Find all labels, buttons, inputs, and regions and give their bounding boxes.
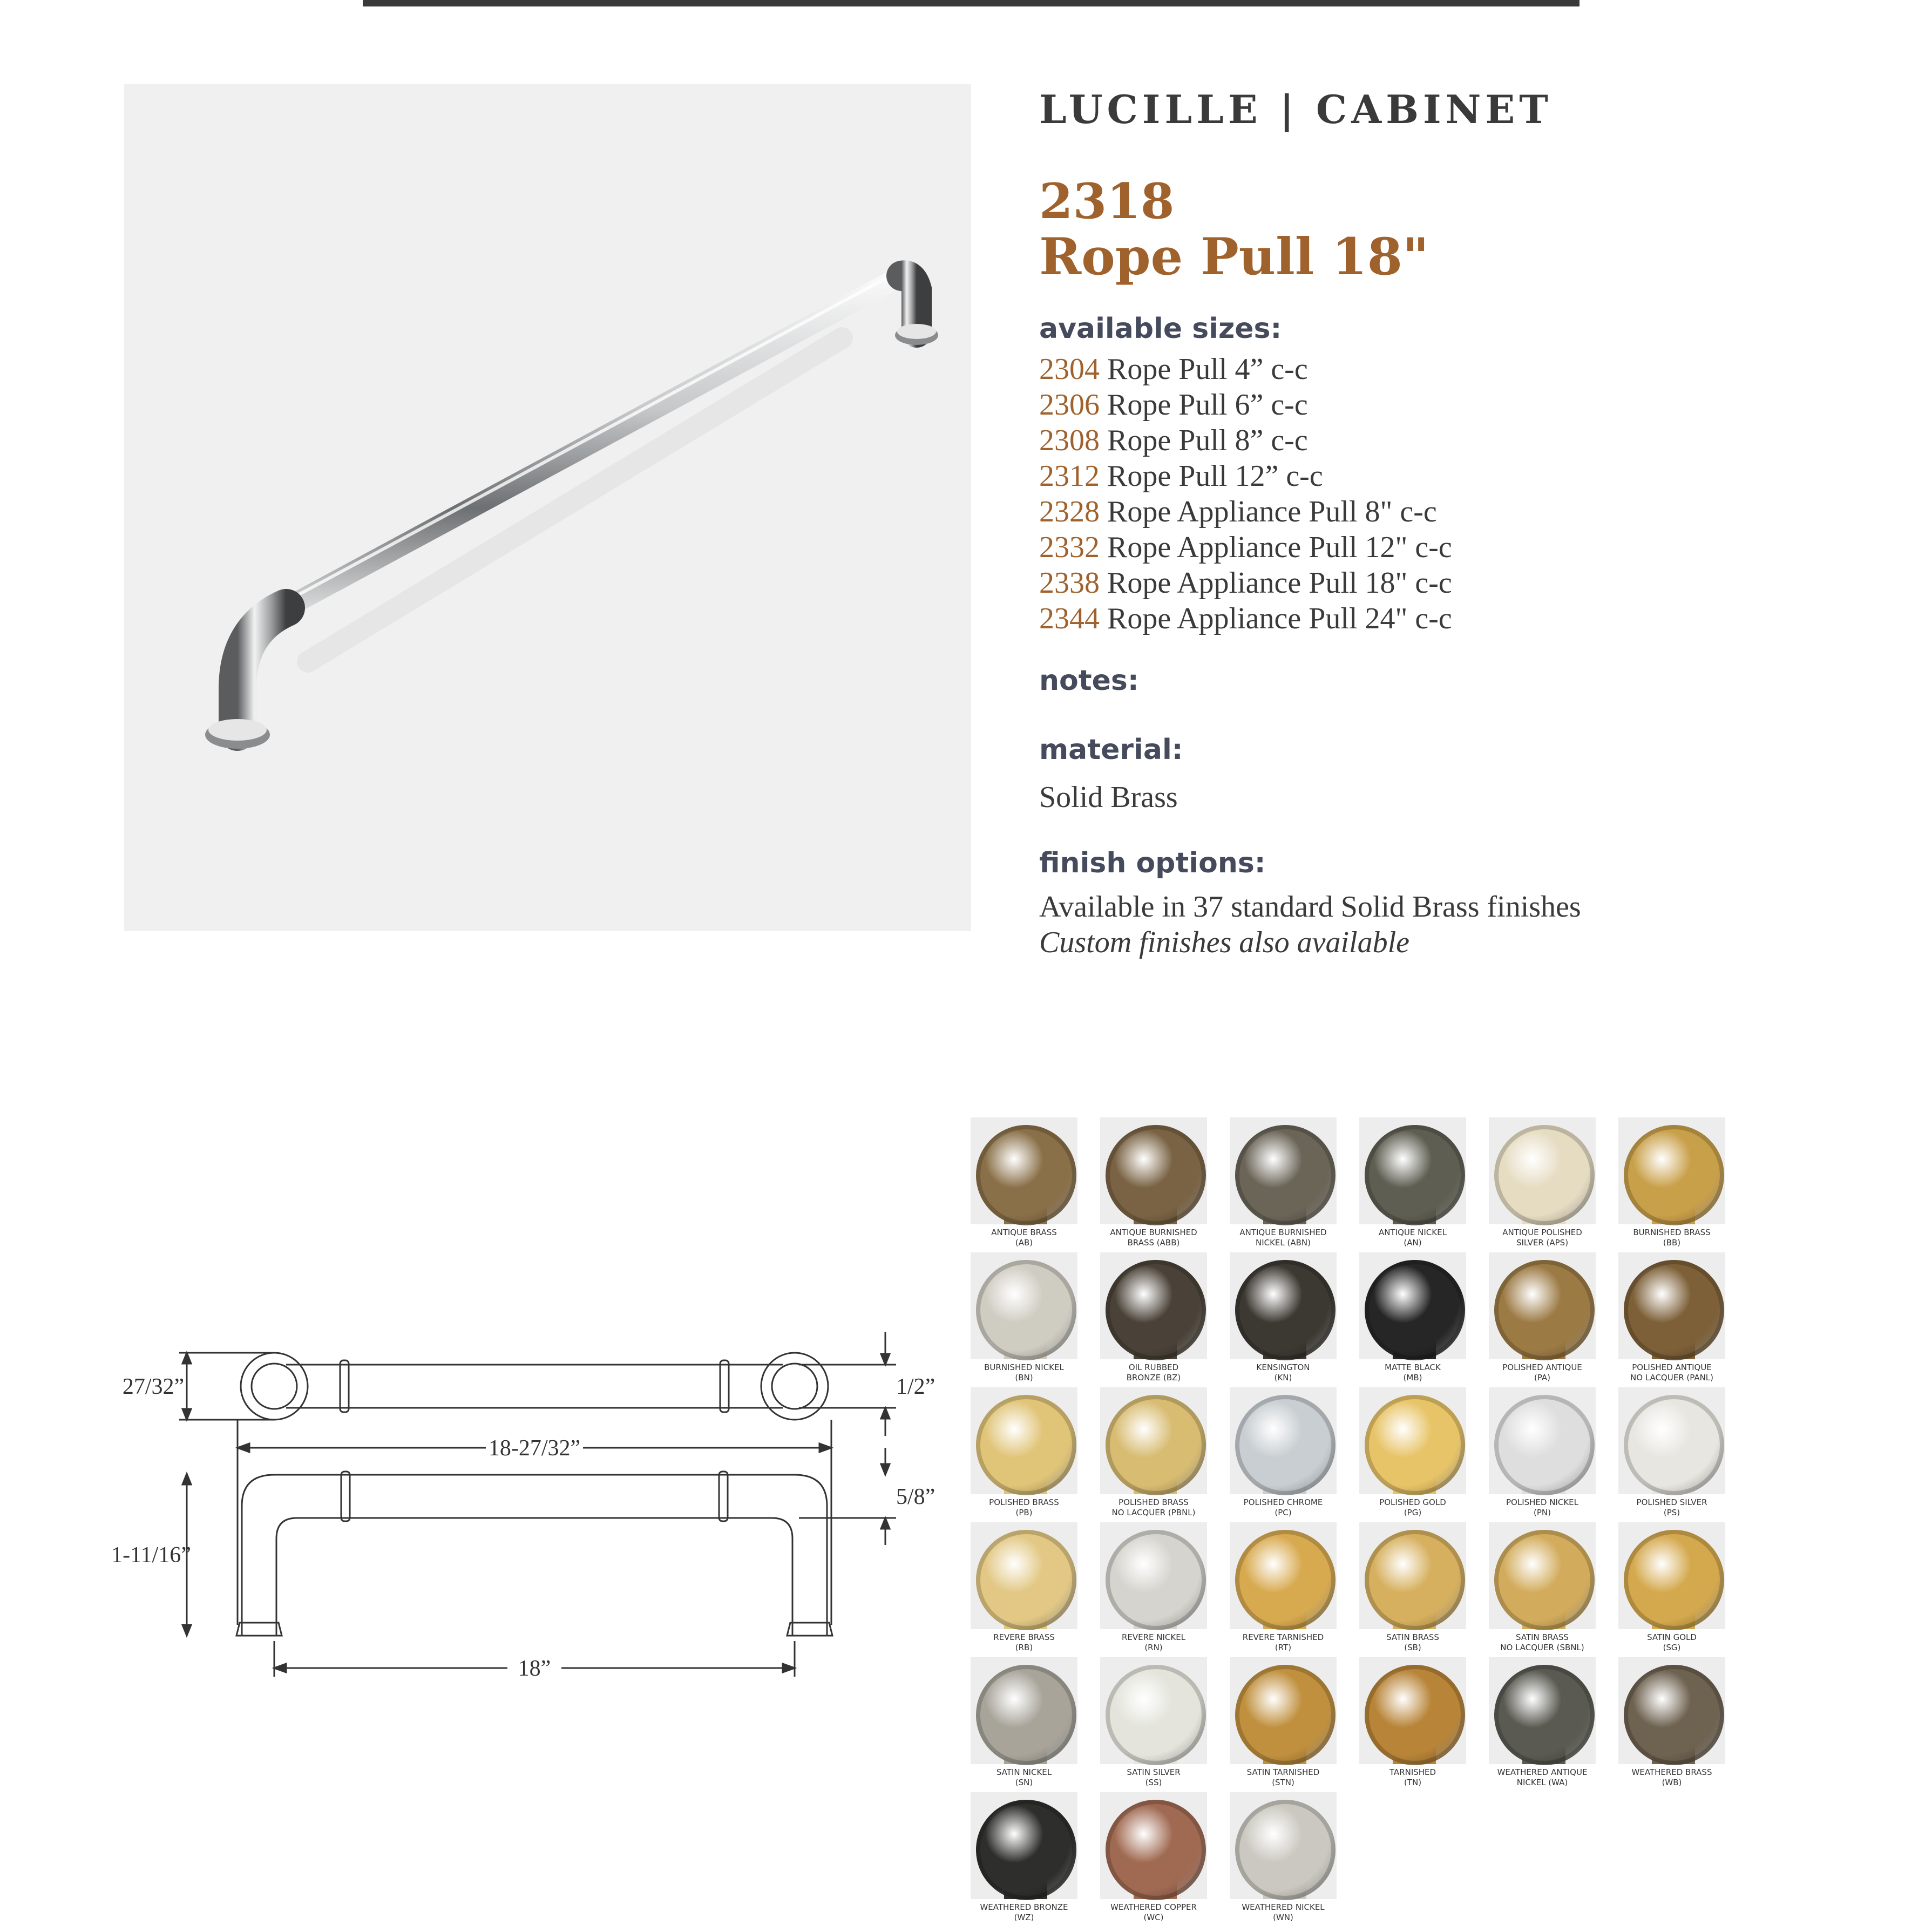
finish-swatch[interactable] xyxy=(1359,1387,1478,1518)
finish-code: (SN) xyxy=(1015,1778,1033,1787)
finish-label xyxy=(1100,1228,1207,1248)
size-desc: Rope Pull 6” c-c xyxy=(1107,388,1308,422)
dimension-drawing xyxy=(111,1323,950,1700)
knob-face xyxy=(1106,1530,1206,1630)
finish-swatch[interactable] xyxy=(1618,1117,1737,1248)
material-value: Solid Brass xyxy=(1039,781,1178,815)
finish-knob-image xyxy=(1100,1522,1207,1629)
finish-name: ANTIQUE BURNISHED xyxy=(1239,1228,1327,1237)
finish-name: WEATHERED BRONZE xyxy=(980,1902,1068,1912)
finish-name: SATIN BRASS xyxy=(1516,1632,1569,1642)
finish-name: POLISHED SILVER xyxy=(1636,1497,1707,1507)
finish-swatch[interactable] xyxy=(1230,1657,1348,1788)
finish-label xyxy=(1100,1902,1207,1923)
finish-code: NO LACQUER (PANL) xyxy=(1630,1373,1714,1382)
size-code: 2338 xyxy=(1039,566,1100,600)
finish-code: (AB) xyxy=(1015,1238,1033,1248)
finish-knob-image xyxy=(971,1252,1077,1359)
finish-label xyxy=(1230,1902,1337,1923)
finish-code: BRASS (ABB) xyxy=(1127,1238,1180,1248)
size-item[interactable] xyxy=(1039,458,1903,494)
finish-code: (WN) xyxy=(1273,1913,1293,1922)
finish-code: (RB) xyxy=(1015,1643,1033,1652)
finish-name: TARNISHED xyxy=(1389,1767,1436,1777)
knob-face xyxy=(1106,1800,1206,1900)
finish-knob-image xyxy=(1359,1117,1466,1224)
size-desc: Rope Appliance Pull 12" c-c xyxy=(1107,531,1452,565)
finish-code: (BB) xyxy=(1663,1238,1681,1248)
finish-knob-image xyxy=(1100,1252,1207,1359)
finish-code: (PA) xyxy=(1534,1373,1551,1382)
finish-name: BURNISHED NICKEL xyxy=(984,1362,1064,1372)
finish-swatch[interactable] xyxy=(1100,1522,1219,1653)
finish-label xyxy=(1618,1497,1725,1518)
finish-knob-image xyxy=(1359,1657,1466,1764)
size-desc: Rope Appliance Pull 18" c-c xyxy=(1107,566,1452,600)
knob-face xyxy=(976,1125,1076,1225)
size-code: 2304 xyxy=(1039,352,1100,387)
finish-swatch[interactable] xyxy=(1230,1387,1348,1518)
finish-label xyxy=(1489,1497,1596,1518)
finish-swatch[interactable] xyxy=(1489,1252,1608,1383)
available-sizes-heading: available sizes: xyxy=(1039,313,1282,345)
knob-face xyxy=(1235,1665,1336,1765)
finish-code: NO LACQUER (PBNL) xyxy=(1111,1508,1196,1517)
material-heading: material: xyxy=(1039,734,1183,767)
finish-name: REVERE BRASS xyxy=(993,1632,1055,1642)
knob-face xyxy=(1235,1800,1336,1900)
finish-swatch[interactable] xyxy=(971,1387,1089,1518)
knob-face xyxy=(1624,1665,1724,1765)
finish-options-heading: finish options: xyxy=(1039,847,1266,880)
finish-knob-image xyxy=(1489,1117,1596,1224)
finish-knob-image xyxy=(1230,1117,1337,1224)
finish-code: SILVER (APS) xyxy=(1516,1238,1569,1248)
finish-code: (PB) xyxy=(1015,1508,1033,1517)
finish-label xyxy=(1230,1228,1337,1248)
finish-label xyxy=(1100,1632,1207,1653)
finish-code: (MB) xyxy=(1403,1373,1422,1382)
size-code: 2332 xyxy=(1039,531,1100,565)
finish-swatch[interactable] xyxy=(1359,1657,1478,1788)
notes-heading: notes: xyxy=(1039,665,1139,697)
size-desc: Rope Pull 12” c-c xyxy=(1107,459,1323,493)
knob-face xyxy=(1365,1260,1465,1360)
knob-face xyxy=(1235,1260,1336,1360)
knob-face xyxy=(1494,1395,1595,1495)
knob-face xyxy=(1365,1125,1465,1225)
product-number: 2318 xyxy=(1039,173,1175,230)
knob-face xyxy=(1106,1260,1206,1360)
knob-face xyxy=(1106,1665,1206,1765)
finish-code: BRONZE (BZ) xyxy=(1126,1373,1181,1382)
finish-label xyxy=(1618,1632,1725,1653)
finish-swatch[interactable] xyxy=(1230,1522,1348,1653)
size-code: 2312 xyxy=(1039,459,1100,493)
knob-face xyxy=(1365,1530,1465,1630)
finish-knob-image xyxy=(1100,1792,1207,1899)
finish-knob-image xyxy=(1359,1387,1466,1494)
finish-label xyxy=(1359,1362,1466,1383)
finish-label xyxy=(1359,1632,1466,1653)
finish-knob-image xyxy=(1230,1387,1337,1494)
finish-code: (RT) xyxy=(1275,1643,1292,1652)
finish-name: SATIN NICKEL xyxy=(996,1767,1052,1777)
finish-knob-image xyxy=(1489,1657,1596,1764)
finish-name: ANTIQUE BURNISHED xyxy=(1110,1228,1197,1237)
finish-code: (STN) xyxy=(1272,1778,1294,1787)
finish-label xyxy=(1618,1228,1725,1248)
finish-knob-image xyxy=(1618,1117,1725,1224)
finish-name: POLISHED CHROME xyxy=(1243,1497,1323,1507)
finish-label xyxy=(1489,1228,1596,1248)
knob-face xyxy=(1624,1530,1724,1630)
finish-swatch[interactable] xyxy=(1100,1792,1219,1923)
finish-name: WEATHERED COPPER xyxy=(1110,1902,1197,1912)
finish-label xyxy=(1359,1228,1466,1248)
brand-title: LUCILLE | CABINET xyxy=(1039,86,1553,132)
dim-overall-length: 18-27/32” xyxy=(488,1436,581,1461)
finish-label xyxy=(1230,1632,1337,1653)
finish-name: SATIN TARNISHED xyxy=(1246,1767,1320,1777)
finish-code: (PC) xyxy=(1275,1508,1292,1517)
knob-face xyxy=(1235,1395,1336,1495)
finish-knob-image xyxy=(1359,1522,1466,1629)
finish-code: (WZ) xyxy=(1014,1913,1034,1922)
finish-label xyxy=(1100,1767,1207,1788)
finish-knob-image xyxy=(1618,1657,1725,1764)
size-item[interactable] xyxy=(1039,601,1903,636)
size-item[interactable] xyxy=(1039,351,1903,387)
size-item[interactable] xyxy=(1039,530,1903,565)
finish-swatch[interactable] xyxy=(971,1117,1089,1248)
finish-name: SATIN BRASS xyxy=(1386,1632,1439,1642)
finish-swatch[interactable] xyxy=(1489,1522,1608,1653)
finish-label xyxy=(1359,1497,1466,1518)
finish-code: (SG) xyxy=(1663,1643,1681,1652)
finish-label xyxy=(1489,1767,1596,1788)
knob-face xyxy=(1624,1125,1724,1225)
finish-swatch[interactable] xyxy=(1230,1252,1348,1383)
finish-name: BURNISHED BRASS xyxy=(1633,1228,1711,1237)
knob-face xyxy=(976,1530,1076,1630)
finish-label xyxy=(1100,1497,1207,1518)
finish-swatch[interactable] xyxy=(971,1792,1089,1923)
finish-swatch[interactable] xyxy=(1100,1117,1219,1248)
finish-code: (PG) xyxy=(1404,1508,1422,1517)
size-item[interactable] xyxy=(1039,494,1903,530)
finish-swatch[interactable] xyxy=(1359,1252,1478,1383)
finish-knob-image xyxy=(1230,1252,1337,1359)
finish-knob-image xyxy=(1618,1252,1725,1359)
finish-name: ANTIQUE BRASS xyxy=(991,1228,1057,1237)
finish-knob-image xyxy=(1230,1522,1337,1629)
knob-face xyxy=(1365,1395,1465,1495)
size-code: 2344 xyxy=(1039,602,1100,636)
dim-height-top: 27/32” xyxy=(122,1374,185,1399)
top-rule xyxy=(363,0,1580,6)
size-desc: Rope Appliance Pull 8" c-c xyxy=(1107,495,1437,529)
finish-name: POLISHED BRASS xyxy=(1118,1497,1189,1507)
finish-name: WEATHERED NICKEL xyxy=(1242,1902,1325,1912)
finish-standard-text: Available in 37 standard Solid Brass finishes xyxy=(1039,890,1581,924)
dim-center-to-center: 18” xyxy=(518,1656,551,1681)
finish-code: NICKEL (WA) xyxy=(1516,1778,1568,1787)
finish-label xyxy=(1618,1362,1725,1383)
knob-face xyxy=(976,1395,1076,1495)
finish-code: NO LACQUER (SBNL) xyxy=(1500,1643,1584,1652)
finish-label xyxy=(971,1767,1077,1788)
knob-face xyxy=(1624,1260,1724,1360)
finish-name: KENSINGTON xyxy=(1256,1362,1310,1372)
finish-name: REVERE NICKEL xyxy=(1121,1632,1186,1642)
size-code: 2306 xyxy=(1039,388,1100,422)
knob-face xyxy=(1494,1665,1595,1765)
dim-depth: 1-11/16” xyxy=(111,1543,191,1568)
finish-name: POLISHED ANTIQUE xyxy=(1502,1362,1582,1372)
finish-knob-image xyxy=(971,1657,1077,1764)
finish-code: (WC) xyxy=(1143,1913,1164,1922)
finish-code: (KN) xyxy=(1274,1373,1292,1382)
finish-name: SATIN GOLD xyxy=(1647,1632,1697,1642)
dim-clearance: 5/8” xyxy=(896,1484,936,1509)
finish-swatch[interactable] xyxy=(1618,1522,1737,1653)
knob-face xyxy=(1365,1665,1465,1765)
finish-name: WEATHERED ANTIQUE xyxy=(1497,1767,1588,1777)
finish-code: (BN) xyxy=(1015,1373,1033,1382)
finish-swatch[interactable] xyxy=(1489,1657,1608,1788)
finish-knob-image xyxy=(971,1792,1077,1899)
size-list xyxy=(1039,351,1903,636)
finish-knob-image xyxy=(1489,1522,1596,1629)
finish-label xyxy=(971,1497,1077,1518)
finish-knob-image xyxy=(971,1387,1077,1494)
product-info xyxy=(1039,86,1903,960)
product-photo xyxy=(124,84,971,931)
finish-code: (SB) xyxy=(1404,1643,1421,1652)
finish-knob-image xyxy=(1230,1792,1337,1899)
finish-code: (PN) xyxy=(1534,1508,1551,1517)
finish-name: POLISHED ANTIQUE xyxy=(1632,1362,1712,1372)
finish-name: SATIN SILVER xyxy=(1127,1767,1181,1777)
finish-swatch[interactable] xyxy=(971,1522,1089,1653)
finish-name: POLISHED NICKEL xyxy=(1506,1497,1579,1507)
dim-diameter: 1/2” xyxy=(896,1374,936,1399)
knob-face xyxy=(976,1260,1076,1360)
knob-face xyxy=(1106,1125,1206,1225)
size-item[interactable] xyxy=(1039,387,1903,423)
finish-code: NICKEL (ABN) xyxy=(1255,1238,1311,1248)
finish-custom-text: Custom finishes also available xyxy=(1039,926,1409,960)
finish-label xyxy=(971,1362,1077,1383)
finish-swatch[interactable] xyxy=(1618,1252,1737,1383)
finish-swatch[interactable] xyxy=(1489,1387,1608,1518)
finish-name: ANTIQUE NICKEL xyxy=(1379,1228,1447,1237)
finish-name: REVERE TARNISHED xyxy=(1242,1632,1324,1642)
finish-label xyxy=(971,1632,1077,1653)
knob-face xyxy=(976,1800,1076,1900)
finish-swatch[interactable] xyxy=(971,1657,1089,1788)
finish-knob-image xyxy=(971,1522,1077,1629)
finish-code: (PS) xyxy=(1663,1508,1680,1517)
finish-code: (AN) xyxy=(1404,1238,1422,1248)
finish-name: ANTIQUE POLISHED xyxy=(1502,1228,1582,1237)
size-item[interactable] xyxy=(1039,423,1903,458)
finish-swatch[interactable] xyxy=(1100,1252,1219,1383)
finish-swatch[interactable] xyxy=(1359,1522,1478,1653)
finish-name: POLISHED GOLD xyxy=(1379,1497,1446,1507)
finish-knob-image xyxy=(1100,1657,1207,1764)
finish-name: OIL RUBBED xyxy=(1128,1362,1179,1372)
finish-swatch[interactable] xyxy=(1618,1657,1737,1788)
finish-knob-image xyxy=(1489,1387,1596,1494)
finish-label xyxy=(1230,1767,1337,1788)
size-item[interactable] xyxy=(1039,565,1903,601)
finish-name: MATTE BLACK xyxy=(1385,1362,1441,1372)
size-code: 2328 xyxy=(1039,495,1100,529)
finish-label xyxy=(1489,1362,1596,1383)
knob-face xyxy=(1624,1395,1724,1495)
finish-name: WEATHERED BRASS xyxy=(1631,1767,1712,1777)
finish-label xyxy=(1489,1632,1596,1653)
finish-name: POLISHED BRASS xyxy=(989,1497,1059,1507)
finish-label xyxy=(1230,1497,1337,1518)
finish-swatch[interactable] xyxy=(1618,1387,1737,1518)
knob-face xyxy=(976,1665,1076,1765)
knob-face xyxy=(1494,1125,1595,1225)
size-desc: Rope Appliance Pull 24" c-c xyxy=(1107,602,1452,636)
finish-swatch[interactable] xyxy=(1100,1657,1219,1788)
knob-face xyxy=(1235,1530,1336,1630)
knob-face xyxy=(1235,1125,1336,1225)
finish-label xyxy=(971,1228,1077,1248)
finish-label xyxy=(1618,1767,1725,1788)
finish-knob-image xyxy=(971,1117,1077,1224)
finish-code: (TN) xyxy=(1404,1778,1422,1787)
finish-swatch[interactable] xyxy=(1359,1117,1478,1248)
size-code: 2308 xyxy=(1039,424,1100,458)
finish-code: (WB) xyxy=(1662,1778,1682,1787)
finish-knob-image xyxy=(1230,1657,1337,1764)
finish-swatch[interactable] xyxy=(1230,1117,1348,1248)
finish-swatch[interactable] xyxy=(971,1252,1089,1383)
finish-swatch[interactable] xyxy=(1100,1387,1219,1518)
finish-knob-image xyxy=(1100,1387,1207,1494)
finish-label xyxy=(1100,1362,1207,1383)
finish-label xyxy=(1230,1362,1337,1383)
size-desc: Rope Pull 8” c-c xyxy=(1107,424,1308,458)
finish-knob-image xyxy=(1100,1117,1207,1224)
knob-face xyxy=(1494,1260,1595,1360)
finish-swatch[interactable] xyxy=(1230,1792,1348,1923)
knob-face xyxy=(1494,1530,1595,1630)
knob-face xyxy=(1106,1395,1206,1495)
finish-knob-image xyxy=(1618,1522,1725,1629)
finish-label xyxy=(1359,1767,1466,1788)
finish-code: (RN) xyxy=(1144,1643,1163,1652)
finish-swatch[interactable] xyxy=(1489,1117,1608,1248)
finish-label xyxy=(971,1902,1077,1923)
size-desc: Rope Pull 4” c-c xyxy=(1107,352,1308,387)
finish-knob-image xyxy=(1489,1252,1596,1359)
product-name: Rope Pull 18" xyxy=(1039,227,1429,287)
finish-knob-image xyxy=(1359,1252,1466,1359)
finish-knob-image xyxy=(1618,1387,1725,1494)
finish-code: (SS) xyxy=(1145,1778,1162,1787)
